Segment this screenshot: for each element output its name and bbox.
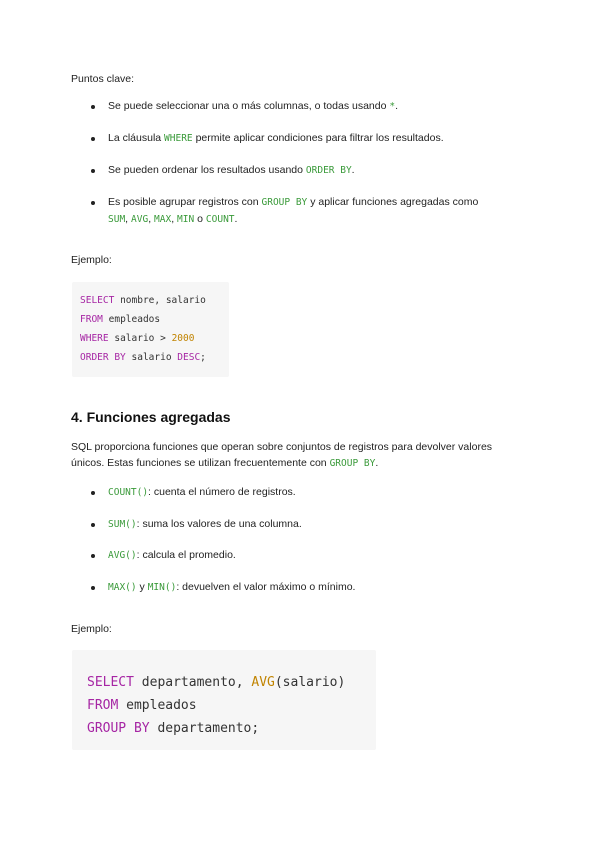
bullet-item-1: Se puede seleccionar una o más columnas, o todas usando *.: [108, 100, 399, 112]
code-line: GROUP BY departamento;: [87, 721, 260, 736]
code-line: WHERE salario > 2000: [80, 333, 195, 344]
bullet-item-3: Se pueden ordenar los resultados usando ORDER BY.: [108, 164, 355, 176]
function-item-avg: AVG(): calcula el promedio.: [108, 549, 236, 561]
ejemplo-label-2: Ejemplo:: [71, 623, 112, 635]
code-line: ORDER BY salario DESC;: [80, 352, 206, 363]
bullet: [91, 105, 95, 109]
bullet: [91, 523, 95, 527]
function-item-sum: SUM(): suma los valores de una columna.: [108, 518, 302, 530]
bullet: [91, 201, 95, 205]
code-line: FROM empleados: [80, 314, 161, 325]
code-block-2: [72, 650, 376, 750]
ejemplo-label-1: Ejemplo:: [71, 254, 112, 266]
bullet-item-4: Es posible agrupar registros con GROUP BY y aplicar funciones agregadas como SUM, AVG, MAX, MIN o COUNT.: [108, 196, 479, 225]
code-line: SELECT nombre, salario: [80, 295, 206, 306]
bullet: [91, 586, 95, 590]
bullet: [91, 137, 95, 141]
function-item-max-min: MAX() y MIN(): devuelven el valor máximo o mínimo.: [108, 581, 356, 593]
code-line: FROM empleados: [87, 698, 197, 713]
code-line: SELECT departamento, AVG(salario): [87, 675, 346, 690]
section-heading: 4. Funciones agregadas: [71, 409, 231, 425]
function-item-count: COUNT(): cuenta el número de registros.: [108, 486, 296, 498]
bullet: [91, 169, 95, 173]
bullet: [91, 554, 95, 558]
puntos-clave-label: Puntos clave:: [71, 73, 135, 85]
code-block-1: [72, 282, 229, 377]
bullet-item-2: La cláusula WHERE permite aplicar condiciones para filtrar los resultados.: [108, 132, 444, 144]
bullet: [91, 491, 95, 495]
section-intro: SQL proporciona funciones que operan sobre conjuntos de registros para devolver valores únicos. Estas funciones se utilizan frecuentemente con GROUP BY.: [71, 441, 493, 469]
